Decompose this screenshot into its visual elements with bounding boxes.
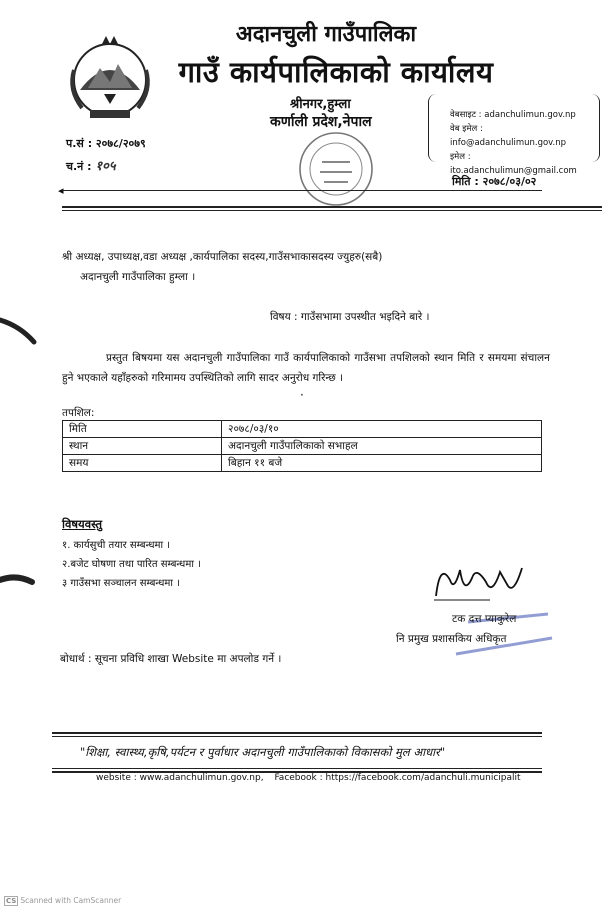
office-stamp-icon (292, 126, 380, 212)
details-value: २०७८/०३/१० (222, 421, 542, 438)
camscanner-icon: CS (6, 897, 17, 905)
dispatch-label: च.नं : (66, 160, 92, 173)
recipient-line-2: अदानचुली गाउँपालिका हुम्ला । (80, 271, 196, 283)
details-key: मिति (63, 421, 222, 438)
stray-dot: · (300, 388, 304, 402)
contact-website: वेबसाइट : adanchulimun.gov.np (450, 110, 576, 120)
footer-rule (52, 768, 542, 769)
details-table (62, 420, 542, 472)
footer-rule (52, 732, 542, 734)
footer-motto: "शिक्षा, स्वास्थ्य,कृषि,पर्यटन र पुर्वाधार अदानचुली गाउँपालिकाको विकासको मुल आधार" (80, 745, 446, 759)
header-rule-thick (62, 206, 602, 208)
letter-date: मिति : २०७८/०३/०२ (452, 175, 537, 188)
cc-line: बोधार्थ : सूचना प्रविधि शाखा Website मा अपलोड गर्ने । (60, 653, 282, 665)
list-item: २.बजेट घोषणा तथा पारित सम्बन्धमा । (62, 559, 201, 570)
footer-facebook: Facebook : https://facebook.com/adanchuli.municipalit (274, 773, 521, 783)
agenda-title: विषयवस्तु (62, 517, 103, 531)
pen-mark-icon (0, 312, 40, 352)
address-line-2: कर्णाली प्रदेश,नेपाल (270, 114, 372, 130)
footer-rule (52, 736, 542, 737)
left-arrow-icon: ◂ (58, 184, 64, 197)
reference-number: प.सं : २०७८/२०७९ (66, 137, 146, 150)
recipient-line-1: श्री अध्यक्ष, उपाध्यक्ष,वडा अध्यक्ष ,कार्यपालिका सदस्य,गाउँसभाकासदस्य ज्युहरु(सबै) (62, 251, 383, 263)
details-key: समय (63, 455, 222, 472)
footer-links (96, 773, 521, 783)
table-row (63, 421, 542, 438)
scanner-watermark (4, 896, 121, 906)
list-item: १. कार्यसुची तयार सम्बन्धमा । (62, 540, 171, 551)
dispatch-value: १०५ (95, 159, 116, 174)
letter-subject: विषय : गाउँसभामा उपस्थीत भइदिने बारे । (270, 311, 430, 323)
signature-icon (430, 556, 530, 606)
table-row (63, 438, 542, 455)
contact-email: इमेल : ito.adanchulimun@gmail.com (450, 152, 577, 176)
address-line-1: श्रीनगर,हुम्ला (290, 97, 351, 112)
details-value: बिहान ११ बजे (222, 455, 542, 472)
footer-website: website : www.adanchulimun.gov.np, (96, 773, 264, 783)
dispatch-number (66, 156, 116, 174)
scanner-text: Scanned with CamScanner (20, 896, 122, 905)
contact-web-email: वेब इमेल : info@adanchulimun.gov.np (450, 124, 567, 148)
header-rule (62, 190, 542, 191)
list-item: ३ गाउँसभा सञ्चालन सम्बन्धमा । (62, 578, 180, 589)
office-name: गाउँ कार्यपालिकाको कार्यालय (178, 55, 494, 89)
signer-title: नि प्रमुख प्रशासकिय अधिकृत (396, 633, 507, 645)
details-key: स्थान (63, 438, 222, 455)
table-row (63, 455, 542, 472)
header-rule-thin (62, 210, 602, 211)
pen-mark-icon (0, 568, 40, 592)
details-value: अदानचुली गाउँपालिकाको सभाहल (222, 438, 542, 455)
signer-name: टक दत्त प्याकुरेल (452, 613, 517, 625)
municipality-name: अदानचुली गाउँपालिका (235, 22, 417, 47)
letter-body: प्रस्तुत बिषयमा यस अदानचुली गाउँपालिका गाउँ कार्यपालिकाको गाउँसभा तपशिलको स्थान मिति र समयमा संचालन हुने भएकाले यहाँहरुको गरिमामय उपस्थितिको लागि सादर अनुरोध गरिन्छ । (62, 352, 550, 384)
details-label: तपशिल: (62, 407, 95, 419)
contact-box (428, 94, 600, 176)
left-brace (428, 94, 439, 162)
agenda-list (62, 536, 201, 593)
